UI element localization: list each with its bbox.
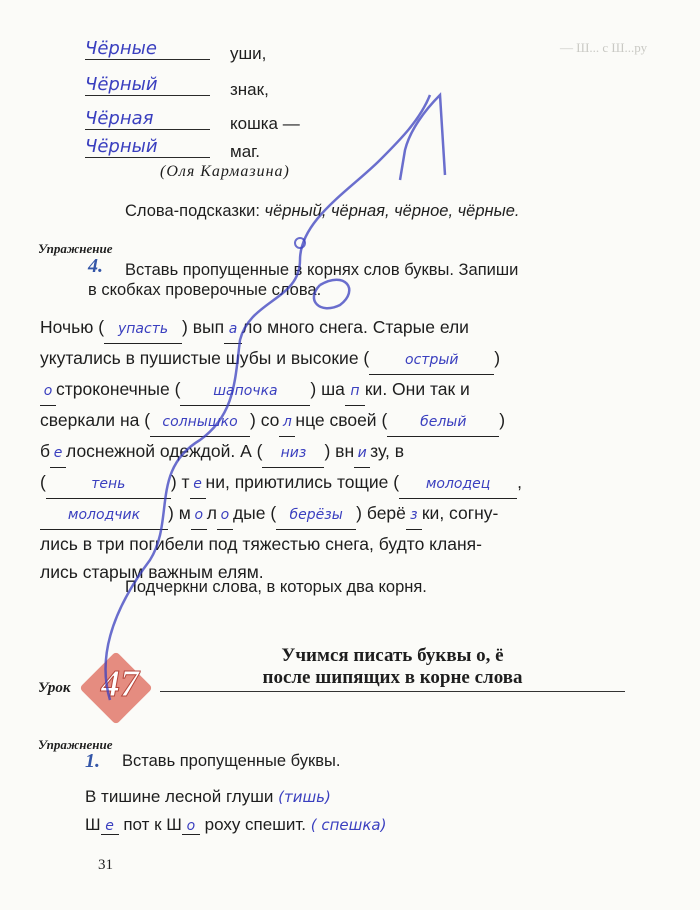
- poem-word: знак,: [230, 80, 269, 99]
- hints-words: чёрный, чёрная, чёрное, чёрные.: [264, 202, 520, 220]
- poem-answer: Чёрные: [85, 38, 210, 60]
- text-segment: зу, в: [370, 441, 404, 461]
- text-segment: ни, приютились тощие (: [205, 472, 400, 492]
- lesson-title-line: Учимся писать буквы о, ё: [281, 645, 504, 666]
- text-segment: сверкали на (: [40, 410, 151, 430]
- verse-text: В тишине лесной глуши: [85, 787, 274, 806]
- text-segment: ) м: [168, 503, 191, 523]
- text-line: лись старым важным елям.: [40, 562, 264, 582]
- text-segment: строконечные (: [56, 379, 181, 399]
- text-segment: ) вып: [182, 317, 225, 337]
- letter-gap[interactable]: л: [279, 408, 295, 437]
- text-segment: ки, согну-: [421, 503, 499, 523]
- answer-gap[interactable]: шапочка: [180, 377, 310, 406]
- letter-gap[interactable]: о: [40, 377, 56, 406]
- text-segment: б: [40, 441, 51, 461]
- lesson-number: 47: [101, 663, 139, 705]
- lesson-title-line: после шипящих в корне слова: [262, 667, 523, 688]
- verse-text: роху спешит.: [204, 815, 306, 834]
- answer-gap[interactable]: низ: [262, 439, 324, 468]
- text-segment: ло много снега. Старые ели: [242, 317, 469, 337]
- answer-gap[interactable]: белый: [387, 408, 499, 437]
- exercise-label: Упражнение: [38, 241, 113, 256]
- poem-answer: Чёрная: [85, 108, 210, 130]
- letter-gap[interactable]: е: [101, 818, 119, 835]
- text-segment: ): [494, 348, 501, 368]
- text-segment: ): [499, 410, 506, 430]
- exercise-task: Вставь пропущенные буквы.: [122, 752, 341, 770]
- lesson-label: Урок: [38, 680, 71, 696]
- text-segment: ) т: [170, 472, 190, 492]
- text-segment: ) вн: [324, 441, 355, 461]
- poem-word: кошка —: [230, 114, 300, 133]
- exercise-number: 4.: [88, 255, 103, 277]
- task-line: Вставь пропущенные в корнях слов буквы. Запиши: [125, 261, 519, 279]
- answer-gap[interactable]: солнышко: [150, 408, 250, 437]
- answer-gap[interactable]: молодчик: [40, 501, 168, 530]
- text-segment: лоснежной одеждой. А (: [66, 441, 263, 461]
- answer-gap[interactable]: берёзы: [276, 501, 356, 530]
- letter-gap[interactable]: и: [354, 439, 370, 468]
- letter-gap[interactable]: з: [406, 501, 422, 530]
- text-segment: дые (: [232, 503, 277, 523]
- text-segment: укутались в пушистые шубы и высокие (: [40, 348, 370, 368]
- answer-gap[interactable]: упасть: [104, 315, 182, 344]
- text-segment: ) ша: [310, 379, 345, 399]
- letter-gap[interactable]: п: [345, 377, 365, 406]
- poem-word: уши,: [230, 44, 267, 63]
- text-line: лись в три погибели под тяжестью снега, будто кланя-: [40, 534, 482, 554]
- text-segment: нце своей (: [295, 410, 388, 430]
- letter-gap[interactable]: о: [191, 501, 207, 530]
- text-segment: ,: [517, 472, 522, 492]
- poem-author: (Оля Кармазина): [160, 163, 290, 180]
- instruction: Подчеркни слова, в которых два корня.: [125, 578, 427, 596]
- page-number: 31: [98, 857, 113, 873]
- exercise-task-cont: в скобках проверочные слова.: [88, 281, 322, 299]
- poem-word: маг.: [230, 142, 260, 161]
- verse-answer: ( спешка): [310, 816, 387, 834]
- answer-gap[interactable]: тень: [46, 470, 171, 499]
- answer-gap[interactable]: молодец: [399, 470, 517, 499]
- text-segment: ) берё: [356, 503, 406, 523]
- text-segment: Ночью (: [40, 317, 105, 337]
- verse-text: пот к Ш: [123, 815, 182, 834]
- verse-answer: (тишь): [278, 788, 331, 806]
- letter-gap[interactable]: о: [217, 501, 233, 530]
- poem-answer: Чёрный: [85, 74, 210, 96]
- letter-gap[interactable]: е: [190, 470, 206, 499]
- letter-gap[interactable]: а: [224, 315, 242, 344]
- exercise-label: Упражнение: [38, 737, 113, 752]
- letter-gap[interactable]: е: [50, 439, 66, 468]
- verse-text: Ш: [85, 815, 101, 834]
- text-segment: ки. Они так и: [364, 379, 470, 399]
- answer-gap[interactable]: острый: [369, 346, 494, 375]
- text-segment: (: [40, 472, 46, 492]
- letter-gap[interactable]: о: [182, 818, 200, 835]
- hints-label: Слова-подсказки:: [125, 202, 260, 220]
- exercise-number: 1.: [85, 750, 100, 772]
- text-segment: ) со: [250, 410, 280, 430]
- text-segment: л: [206, 503, 217, 523]
- poem-answer: Чёрный: [85, 136, 210, 158]
